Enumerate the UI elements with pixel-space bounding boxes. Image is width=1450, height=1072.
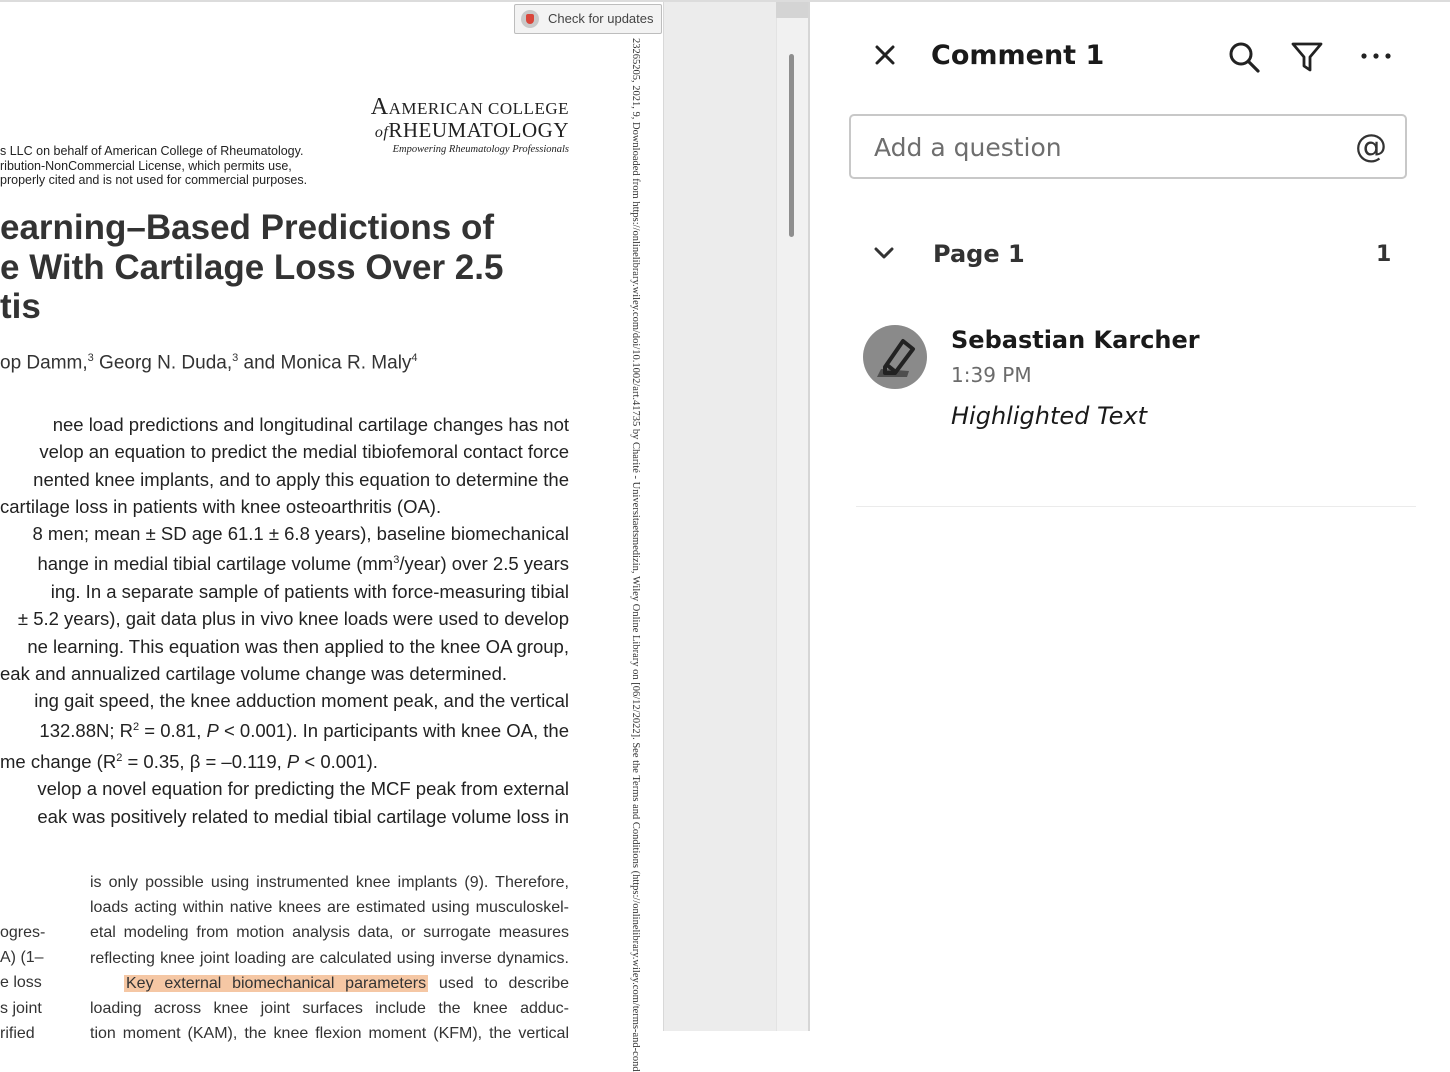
add-question-input[interactable] <box>872 128 1336 166</box>
abstract-line: ing. In a separate sample of patients with force-measuring tibial <box>50 580 569 602</box>
abstract-text: 132.88N; R <box>39 720 133 742</box>
abstract-line <box>0 745 569 775</box>
more-icon-glyph <box>1359 40 1393 74</box>
abstract-text: P <box>206 720 219 742</box>
affiliation-sup: 3 <box>232 352 239 364</box>
abstract-line: ne learning. This equation was then applied to the knee OA group, <box>27 635 569 657</box>
abstract-text: P <box>286 751 300 773</box>
close-icon-glyph <box>872 42 898 68</box>
abstract-text: = 0.81, <box>139 720 207 742</box>
superscript: 2 <box>133 721 140 734</box>
comments-panel <box>810 2 1450 1031</box>
body-line: rified <box>0 1024 35 1042</box>
pdf-page[interactable] <box>0 2 664 1072</box>
superscript: 2 <box>116 751 123 764</box>
journal-logo-line2-text: RHEUMATOLOGY <box>388 118 569 142</box>
abstract-text: hange in medial tibial cartilage volume (mm <box>37 553 394 575</box>
body-line: reflecting knee joint loading are calculated using inverse dynamics. <box>90 949 569 967</box>
body-line: etal modeling from motion analysis data, or surrogate measures <box>90 924 569 942</box>
comment-time: 1:39 PM <box>951 363 1032 387</box>
body-line: loading across knee joint surfaces include the knee adduc- <box>90 1000 569 1018</box>
body-line: is only possible using instrumented knee implants (9). Therefore, <box>90 874 569 891</box>
search-icon[interactable] <box>1227 40 1261 74</box>
journal-logo-of: of <box>374 124 389 141</box>
comment-text[interactable]: Highlighted Text <box>951 402 1148 430</box>
affiliation-sup: 3 <box>87 352 94 364</box>
author-list <box>0 352 418 374</box>
article-title <box>0 208 503 327</box>
body-line: s joint <box>0 999 42 1017</box>
abstract-text: = 0.35, β = –0.119, <box>122 751 287 773</box>
body-line: A) (1– <box>0 949 44 967</box>
abstract-line <box>0 547 569 577</box>
journal-logo-line1: AAMERICAN COLLEGE <box>370 94 569 120</box>
abstract-line: ± 5.2 years), gait data plus in vivo knee loads were used to develop <box>17 608 569 630</box>
abstract <box>0 411 569 830</box>
body-line: loads acting within native knees are estimated using musculoskel- <box>90 899 569 917</box>
scrollbar-thumb[interactable] <box>789 54 794 237</box>
page-comment-count: 1 <box>1376 242 1392 267</box>
comment-divider <box>856 506 1416 507</box>
abstract-text: < 0.001). <box>299 751 378 773</box>
chevron-down-icon-glyph <box>873 242 895 264</box>
pdf-viewer <box>0 2 810 1072</box>
comment-author: Sebastian Karcher <box>951 326 1200 354</box>
chevron-down-icon[interactable] <box>873 242 895 264</box>
author: op Damm, <box>0 352 88 374</box>
body-line: e loss <box>0 974 42 992</box>
journal-logo-line2 <box>371 118 569 143</box>
check-for-updates-button[interactable] <box>514 4 662 34</box>
abstract-text: me change (R <box>0 751 117 773</box>
license-line: s LLC on behalf of American College of Rheumatology. <box>0 144 304 158</box>
title-line: tis <box>0 287 41 326</box>
journal-logo-line1-text: AMERICAN COLLEGE <box>388 99 569 118</box>
abstract-line: nee load predictions and longitudinal cartilage changes has not <box>52 414 569 435</box>
abstract-line: cartilage loss in patients with knee osteoarthritis (OA). <box>0 495 442 517</box>
title-line: earning–Based Predictions of <box>0 208 495 247</box>
title-line: e With Cartilage Loss Over 2.5 <box>0 247 504 287</box>
abstract-line: 8 men; mean ± SD age 61.1 ± 6.8 years), baseline biomechanical <box>32 523 569 545</box>
abstract-line: velop a novel equation for predicting the MCF peak from external <box>37 778 569 800</box>
body-line: ogres- <box>0 924 46 941</box>
license-line: properly cited and is not used for commercial purposes. <box>0 173 308 187</box>
body-line <box>90 971 569 996</box>
panel-title: Comment 1 <box>931 40 1105 71</box>
abstract-line: nented knee implants, and to apply this equation to determine the <box>33 468 569 490</box>
more-icon[interactable] <box>1359 40 1393 74</box>
abstract-text: /year) over 2.5 years <box>399 553 569 575</box>
affiliation-sup: 4 <box>411 352 418 364</box>
body-column-right <box>90 870 569 1046</box>
superscript: 3 <box>393 554 400 567</box>
body-line: tion moment (KAM), the knee flexion moment (KFM), the vertical <box>90 1025 569 1043</box>
download-notice-text: 23265205, 2021, 9, Downloaded from https://onlinelibrary.wiley.com/doi/10.1002/art.41735 by Charité - Universitaetsmedizin, Wiley Online Library on [06/12/2022]. See the Terms and Conditions (https://onlinelibrary.wiley.com/terms-and-cond <box>630 38 641 1072</box>
license-line: ribution-NonCommercial License, which permits use, <box>0 158 292 173</box>
page-group-label[interactable]: Page 1 <box>933 240 1025 268</box>
abstract-text: < 0.001). In participants with knee OA, the <box>218 720 569 742</box>
abstract-line: velop an equation to predict the medial tibiofemoral contact force <box>39 441 569 463</box>
download-notice <box>627 38 645 1072</box>
mention-button[interactable]: @ <box>1355 127 1387 165</box>
body-column-left <box>0 920 45 1046</box>
add-question-field[interactable] <box>849 114 1407 179</box>
journal-tagline: Empowering Rheumatology Professionals <box>392 144 569 155</box>
highlighter-icon <box>863 325 927 389</box>
author: Georg N. Duda, <box>93 352 233 374</box>
avatar <box>863 325 927 389</box>
abstract-line: ing gait speed, the knee adduction moment peak, and the vertical <box>34 690 569 712</box>
journal-logo <box>371 94 569 155</box>
highlighted-text[interactable]: Key external biomechanical parameters <box>126 974 427 992</box>
filter-icon-glyph <box>1290 40 1324 74</box>
filter-icon[interactable] <box>1290 40 1324 74</box>
search-icon-glyph <box>1227 40 1261 74</box>
close-icon[interactable] <box>872 42 898 72</box>
abstract-line: eak was positively related to medial tibial cartilage volume loss in <box>37 805 569 827</box>
abstract-line: eak and annualized cartilage volume change was determined. <box>0 662 508 684</box>
abstract-line <box>0 714 569 744</box>
check-for-updates-label: Check for updates <box>548 11 654 26</box>
license-text <box>0 144 307 188</box>
author: and Monica R. Maly <box>238 352 412 374</box>
body-text: used to describe <box>428 974 569 992</box>
crossmark-icon <box>521 10 539 28</box>
scroll-up-button[interactable] <box>776 2 808 18</box>
